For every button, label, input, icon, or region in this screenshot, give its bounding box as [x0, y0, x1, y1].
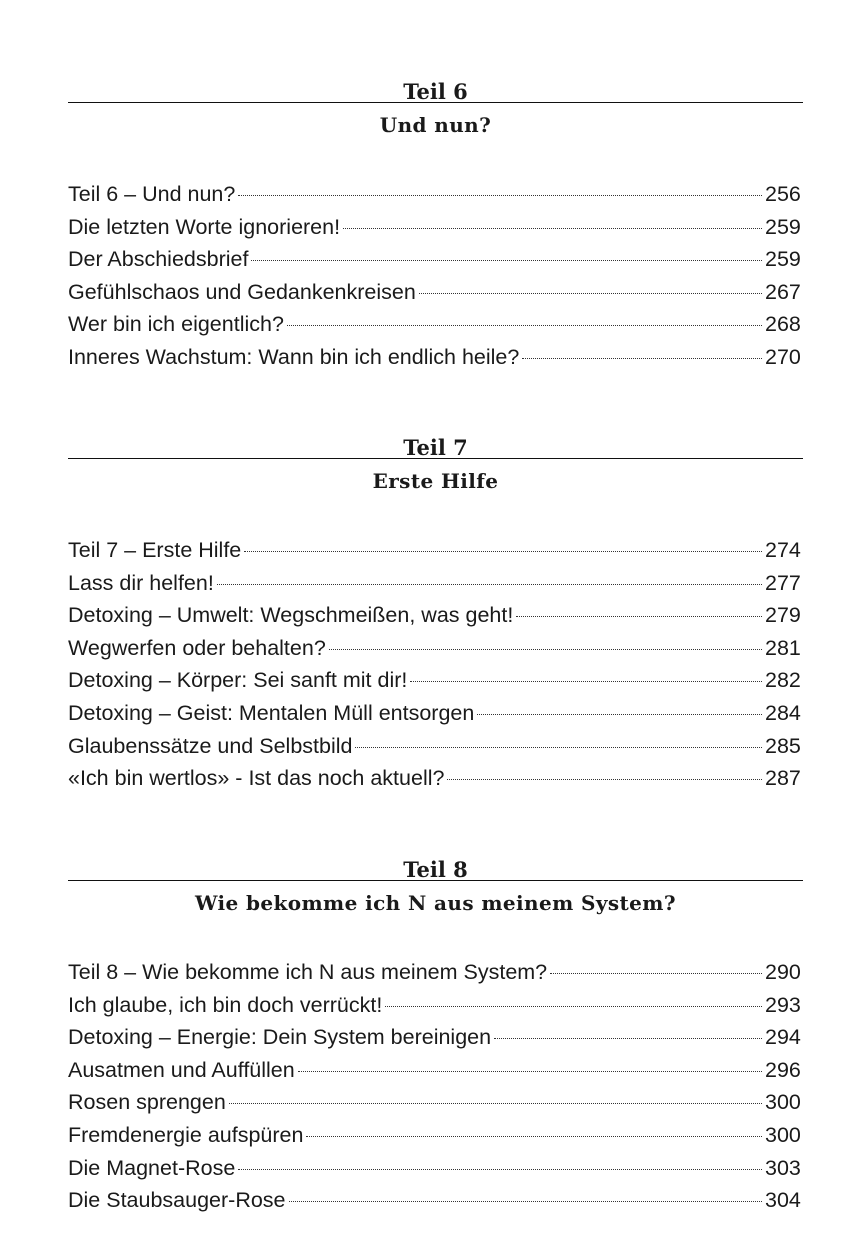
part-subtitle: Erste Hilfe: [372, 469, 499, 493]
toc-entry-title: Teil 8 – Wie bekomme ich N aus meinem System?: [68, 960, 548, 984]
toc-entry-page: 259: [765, 247, 801, 272]
toc-entry-title: Lass dir helfen!: [68, 570, 214, 595]
part-heading: Teil 6: [403, 79, 468, 104]
dot-leader: [550, 973, 762, 974]
toc-entry[interactable]: [68, 956, 803, 989]
toc-entry-page: 294: [765, 1025, 801, 1050]
toc-entry-page: 274: [765, 538, 801, 562]
toc-entry-page: 268: [765, 312, 801, 337]
dot-leader: [229, 1103, 762, 1104]
dot-leader: [522, 358, 762, 359]
dot-leader: [329, 649, 762, 650]
toc-entry-title: Detoxing – Körper: Sei sanft mit dir!: [68, 668, 408, 693]
toc-entry[interactable]: [68, 1152, 803, 1185]
toc-entry-page: 300: [765, 1090, 801, 1115]
toc-entry[interactable]: [68, 211, 803, 244]
toc-entry-page: 259: [765, 214, 801, 239]
toc-entry-page: 287: [765, 766, 801, 791]
toc-entry-page: 290: [765, 960, 801, 984]
toc-entry-page: 285: [765, 733, 801, 758]
dot-leader: [343, 228, 762, 229]
toc-entry-title: Detoxing – Umwelt: Wegschmeißen, was geht!: [68, 603, 514, 628]
toc-entry[interactable]: [68, 534, 803, 567]
toc-entry-title: Teil 6 – Und nun?: [68, 182, 236, 206]
toc-entry-title: Die Magnet-Rose: [68, 1155, 236, 1180]
toc-entry[interactable]: [68, 341, 803, 374]
dot-leader: [419, 293, 762, 294]
toc-entry-title: Detoxing – Energie: Dein System bereinigen: [68, 1025, 492, 1050]
dot-leader: [385, 1006, 762, 1007]
toc-entry-page: 296: [765, 1057, 801, 1082]
toc-section-teil-8: [68, 858, 803, 1217]
toc-list: [68, 178, 803, 374]
toc-entry[interactable]: [68, 762, 803, 795]
toc-entry-title: Ausatmen und Auffüllen: [68, 1057, 295, 1082]
toc-entry-title: «Ich bin wertlos» - Ist das noch aktuell?: [68, 766, 445, 791]
toc-entry-page: 300: [765, 1122, 801, 1147]
toc-entry-page: 267: [765, 279, 801, 304]
toc-entry[interactable]: [68, 567, 803, 600]
part-subtitle: Wie bekomme ich N aus meinem System?: [194, 891, 676, 915]
dot-leader: [447, 779, 762, 780]
toc-entry-page: 270: [765, 344, 801, 369]
dot-leader: [516, 616, 762, 617]
toc-entry-title: Wegwerfen oder behalten?: [68, 635, 326, 660]
dot-leader: [477, 714, 762, 715]
toc-entry-title: Inneres Wachstum: Wann bin ich endlich heile?: [68, 344, 520, 369]
toc-entry[interactable]: [68, 697, 803, 730]
dot-leader: [238, 195, 762, 196]
toc-entry[interactable]: [68, 1021, 803, 1054]
toc-entry[interactable]: [68, 664, 803, 697]
toc-entry-page: 256: [765, 182, 801, 206]
toc-entry[interactable]: [68, 308, 803, 341]
dot-leader: [217, 584, 762, 585]
part-heading: Teil 7: [403, 435, 468, 460]
toc-entry-page: 279: [765, 603, 801, 628]
toc-entry[interactable]: [68, 599, 803, 632]
dot-leader: [410, 681, 762, 682]
toc-list: [68, 534, 803, 795]
dot-leader: [238, 1169, 762, 1170]
toc-entry[interactable]: [68, 730, 803, 763]
toc-entry-title: Wer bin ich eigentlich?: [68, 312, 284, 337]
toc-entry-page: 293: [765, 992, 801, 1017]
toc-entry-page: 303: [765, 1155, 801, 1180]
part-subtitle: Und nun?: [379, 113, 492, 137]
toc-entry-title: Detoxing – Geist: Mentalen Müll entsorgen: [68, 700, 475, 725]
part-heading: Teil 8: [403, 857, 468, 882]
toc-entry-title: Die letzten Worte ignorieren!: [68, 214, 341, 239]
toc-entry[interactable]: [68, 1119, 803, 1152]
dot-leader: [244, 551, 762, 552]
toc-entry[interactable]: [68, 178, 803, 211]
toc-entry-title: Fremdenergie aufspüren: [68, 1122, 304, 1147]
toc-entry-page: 277: [765, 570, 801, 595]
toc-entry-title: Der Abschiedsbrief: [68, 247, 249, 272]
toc-list: [68, 956, 803, 1217]
toc-entry[interactable]: [68, 989, 803, 1022]
toc-entry-page: 304: [765, 1188, 801, 1213]
toc-entry[interactable]: [68, 276, 803, 309]
dot-leader: [287, 325, 762, 326]
toc-entry-title: Rosen sprengen: [68, 1090, 226, 1115]
toc-entry-title: Gefühlschaos und Gedankenkreisen: [68, 279, 416, 304]
toc-entry[interactable]: [68, 1086, 803, 1119]
toc-entry[interactable]: [68, 1054, 803, 1087]
dot-leader: [298, 1071, 762, 1072]
toc-entry[interactable]: [68, 632, 803, 665]
toc-entry-title: Die Staubsauger-Rose: [68, 1188, 286, 1213]
toc-entry-title: Teil 7 – Erste Hilfe: [68, 538, 242, 562]
toc-section-teil-7: [68, 436, 803, 795]
dot-leader: [355, 747, 762, 748]
toc-entry-title: Glaubenssätze und Selbstbild: [68, 733, 353, 758]
toc-entry[interactable]: [68, 1184, 803, 1217]
toc-entry-page: 284: [765, 700, 801, 725]
toc-entry[interactable]: [68, 243, 803, 276]
toc-entry-page: 281: [765, 635, 801, 660]
toc-entry-page: 282: [765, 668, 801, 693]
dot-leader: [306, 1136, 762, 1137]
dot-leader: [289, 1201, 762, 1202]
toc-section-teil-6: [68, 80, 803, 374]
toc-entry-title: Ich glaube, ich bin doch verrückt!: [68, 992, 383, 1017]
dot-leader: [251, 260, 762, 261]
dot-leader: [494, 1038, 762, 1039]
